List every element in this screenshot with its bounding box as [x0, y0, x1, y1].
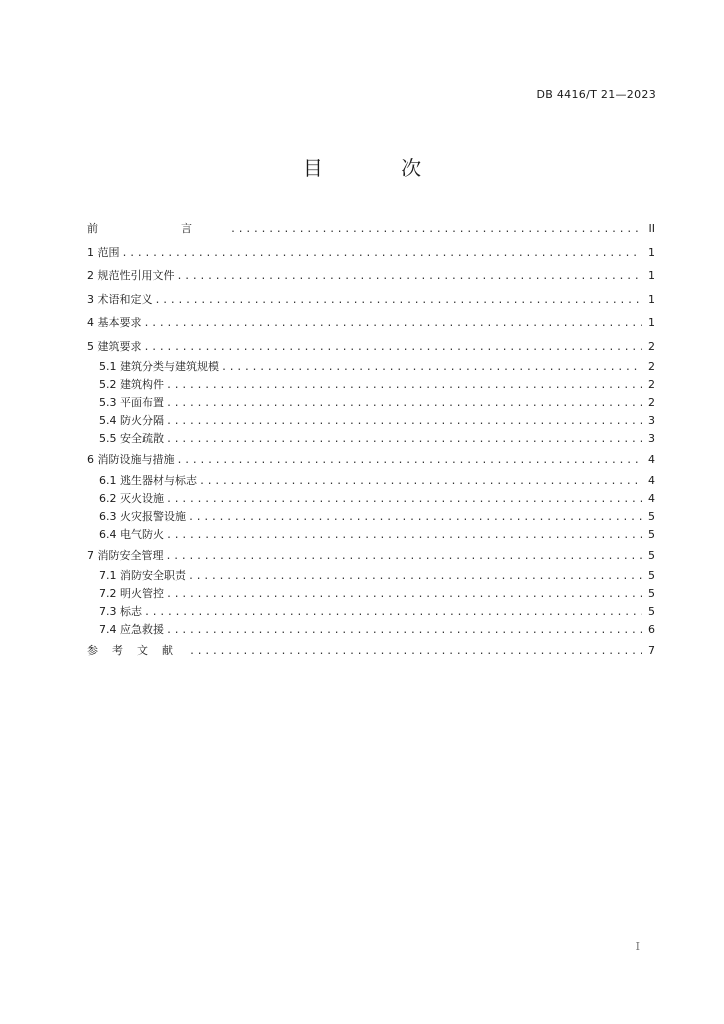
toc-entry-label: 5 建筑要求 — [87, 339, 142, 353]
toc-entry-5-5[interactable] — [87, 430, 655, 448]
page-number: I — [635, 940, 640, 953]
toc-leader-dots — [221, 359, 642, 377]
toc-entry-label: 7.1 消防安全职责 — [99, 569, 186, 582]
toc-leader-dots — [166, 586, 642, 604]
toc-entry-6-2[interactable] — [87, 490, 655, 508]
toc-entry-label: 3 术语和定义 — [87, 292, 153, 306]
toc-entry-label: 7.2 明火管控 — [99, 587, 164, 600]
toc-leader-dots — [188, 568, 642, 586]
toc-entry-5-1[interactable] — [87, 358, 655, 376]
toc-leader-dots — [188, 509, 642, 527]
toc-leader-dots — [166, 377, 642, 395]
toc-entry-page: 2 — [648, 378, 655, 391]
toc-leader-dots — [144, 336, 643, 360]
toc-entry-label: 1 范围 — [87, 245, 120, 259]
toc-entry-page: 1 — [648, 269, 655, 282]
toc-leader-dots — [189, 640, 642, 664]
toc-entry-6-4[interactable] — [87, 526, 655, 544]
toc-entry-2[interactable] — [87, 264, 655, 288]
toc-entry-page: 3 — [648, 432, 655, 445]
toc-entry-page: 5 — [648, 527, 655, 541]
toc-entry-label: 5.1 建筑分类与建筑规模 — [99, 360, 219, 373]
toc-entry-page: 5 — [648, 509, 655, 523]
toc-entry-5-2[interactable] — [87, 376, 655, 394]
toc-entry-label: 5.5 安全疏散 — [99, 432, 164, 445]
toc-leader-dots — [177, 449, 643, 473]
toc-entry-label: 6.4 电气防火 — [99, 527, 164, 541]
toc-entry-page: 2 — [648, 360, 655, 373]
document-code: DB 4416/T 21—2023 — [536, 88, 656, 101]
toc-entry-label: 参考文献 — [87, 644, 187, 657]
toc-entry-page: 7 — [648, 644, 655, 657]
toc-leader-dots — [166, 413, 642, 431]
toc-entry-references[interactable] — [87, 639, 655, 663]
toc-entry-label: 5.2 建筑构件 — [99, 378, 164, 391]
toc-entry-label: 7.4 应急救援 — [99, 623, 164, 636]
toc-entry-label: 5.3 平面布置 — [99, 396, 164, 409]
toc-leader-dots — [230, 218, 642, 242]
toc-entry-page: 5 — [648, 587, 655, 600]
toc-entry-7-4[interactable] — [87, 621, 655, 639]
toc-entry-label: 2 规范性引用文件 — [87, 269, 175, 282]
toc-entry-page: 4 — [648, 491, 655, 505]
toc-entry-label: 7 消防安全管理 — [87, 548, 164, 562]
toc-entry-6-1[interactable] — [87, 472, 655, 490]
toc-leader-dots — [166, 622, 642, 640]
toc-entry-page: II — [648, 222, 655, 235]
toc-entry-foreword[interactable] — [87, 217, 655, 241]
table-of-contents — [87, 217, 655, 663]
toc-entry-label: 7.3 标志 — [99, 605, 142, 618]
toc-entry-6[interactable] — [87, 448, 655, 472]
toc-entry-label: 6.1 逃生器材与标志 — [99, 473, 197, 487]
toc-leader-dots — [122, 242, 643, 266]
toc-entry-page: 4 — [648, 453, 655, 466]
toc-entry-page: 3 — [648, 414, 655, 427]
toc-entry-page: 1 — [648, 316, 655, 329]
toc-entry-1[interactable] — [87, 241, 655, 265]
toc-entry-7-1[interactable] — [87, 567, 655, 585]
toc-leader-dots — [177, 265, 643, 289]
toc-leader-dots — [144, 604, 642, 622]
toc-entry-page: 2 — [648, 339, 655, 353]
toc-entry-page: 5 — [648, 548, 655, 562]
toc-entry-label: 6.2 灭火设施 — [99, 491, 164, 505]
toc-entry-5-3[interactable] — [87, 394, 655, 412]
toc-entry-6-3[interactable] — [87, 508, 655, 526]
toc-entry-5-4[interactable] — [87, 412, 655, 430]
toc-entry-label: 6.3 火灾报警设施 — [99, 509, 186, 523]
toc-entry-7[interactable] — [87, 544, 655, 568]
toc-entry-page: 5 — [648, 569, 655, 582]
toc-leader-dots — [166, 431, 642, 449]
toc-leader-dots — [144, 312, 643, 336]
toc-entry-page: 2 — [648, 396, 655, 409]
toc-entry-page: 6 — [648, 623, 655, 636]
toc-leader-dots — [166, 395, 642, 413]
toc-entry-7-2[interactable] — [87, 585, 655, 603]
toc-entry-label: 5.4 防火分隔 — [99, 414, 164, 427]
toc-entry-page: 5 — [648, 605, 655, 618]
toc-entry-page: 4 — [648, 473, 655, 487]
toc-entry-page: 1 — [648, 245, 655, 259]
toc-entry-5[interactable] — [87, 335, 655, 359]
toc-entry-label: 6 消防设施与措施 — [87, 453, 175, 466]
toc-leader-dots — [166, 491, 642, 509]
toc-entry-label: 前 言 — [87, 222, 228, 235]
page-title: 目 次 — [302, 156, 458, 180]
toc-entry-page: 1 — [648, 292, 655, 306]
toc-leader-dots — [166, 527, 642, 545]
toc-entry-label: 4 基本要求 — [87, 316, 142, 329]
toc-leader-dots — [155, 289, 643, 313]
toc-leader-dots — [166, 545, 643, 569]
toc-leader-dots — [199, 473, 642, 491]
toc-entry-4[interactable] — [87, 311, 655, 335]
toc-entry-3[interactable] — [87, 288, 655, 312]
toc-entry-7-3[interactable] — [87, 603, 655, 621]
